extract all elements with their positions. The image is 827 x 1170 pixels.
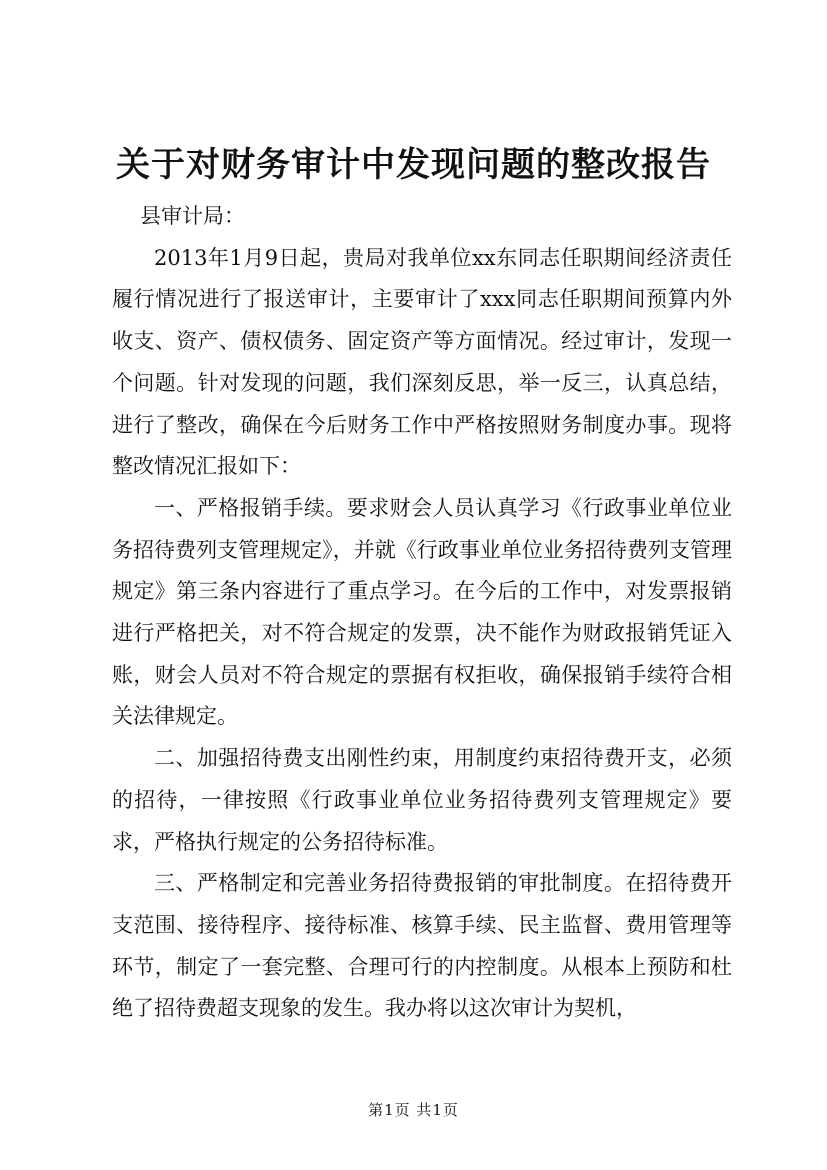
paragraph-item-2: 二、加强招待费支出刚性约束，用制度约束招待费开支，必须的招待，一律按照《行政事业单位业务招待费列支管理规定》要求，严格执行规定的公务招待标准。 [112,746,732,854]
paragraph-intro: 2013年1月9日起，贵局对我单位xx东同志任职期间经济责任履行情况进行了报送审计，主要审计了xxx同志任职期间预算内外收支、资产、债权债务、固定资产等方面情况。经过审计，发现一个问题。针对发现的问题，我们深刻反思，举一反三，认真总结，进行了整改，确保在今后财务工作中严格按照财务制度办事。现将整改情况汇报如下： [112,245,732,479]
document-body [112,196,732,1030]
paragraph-item-1: 一、严格报销手续。要求财会人员认真学习《行政事业单位业务招待费列支管理规定》，并就《行政事业单位业务招待费列支管理规定》第三条内容进行了重点学习。在今后的工作中，对发票报销进行严格把关，对不符合规定的发票，决不能作为财政报销凭证入账，财会人员对不符合规定的票据有权拒收，确保报销手续符合相关法律规定。 [112,495,732,729]
document-title: 关于对财务审计中发现问题的整改报告 [116,145,711,185]
paragraph-item-3: 三、严格制定和完善业务招待费报销的审批制度。在招待费开支范围、接待程序、接待标准、核算手续、民主监督、费用管理等环节，制定了一套完整、合理可行的内控制度。从根本上预防和杜绝了招待费超支现象的发生。我办将以这次审计为契机， [112,871,732,1021]
salutation: 县审计局： [140,204,245,228]
page-footer: 第1页 共1页 [368,1101,459,1119]
